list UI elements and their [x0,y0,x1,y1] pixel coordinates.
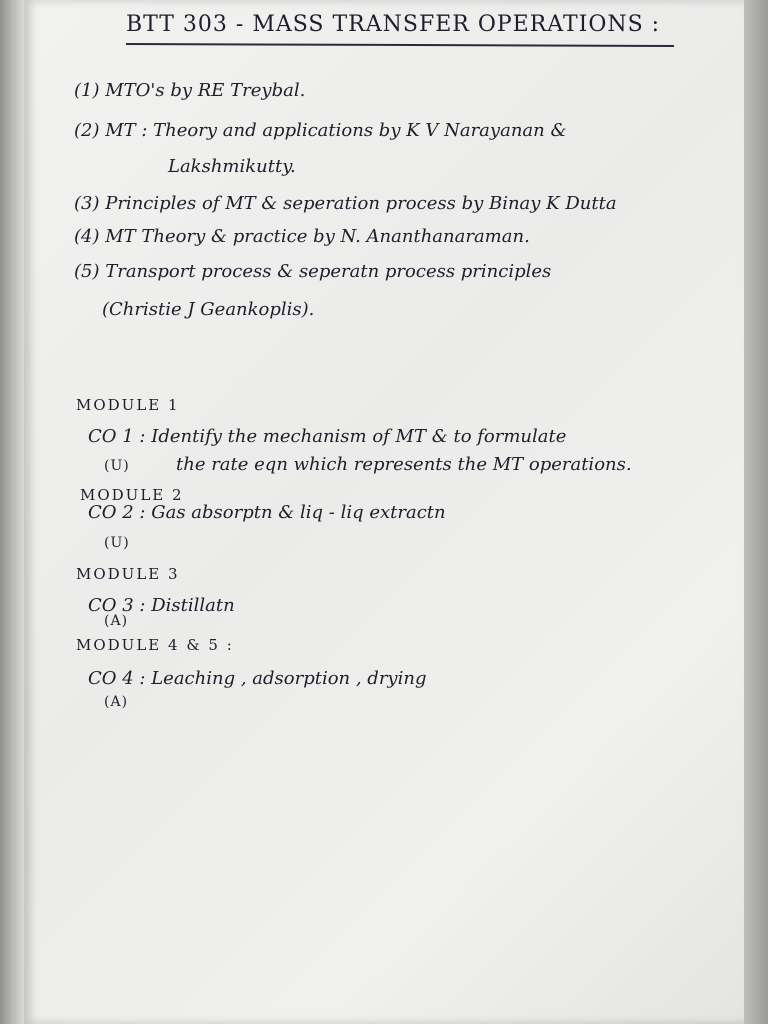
co-3-tag: (A) [104,613,129,629]
reference-3: (3) Principles of MT & seperation process by Binay K Dutta [74,193,617,214]
reference-2-continued: Lakshmikutty. [168,156,296,177]
module-1-heading: MODULE 1 [76,396,180,414]
co-1-tag: (U) [104,458,130,474]
module-3-heading: MODULE 3 [76,565,180,583]
co-1: CO 1 : Identify the mechanism of MT & to formulate [88,426,567,447]
co-3: CO 3 : Distillatn [88,595,235,616]
co-4-tag: (A) [104,694,129,710]
co-1-continued: the rate eqn which represents the MT operations. [176,454,632,475]
page-title: BTT 303 - MASS TRANSFER OPERATIONS : [126,12,661,37]
module-2-heading: MODULE 2 [80,486,184,504]
co-4: CO 4 : Leaching , adsorption , drying [88,668,427,689]
reference-5: (5) Transport process & seperatn process principles [74,261,552,282]
co-2: CO 2 : Gas absorptn & liq - liq extractn [88,502,446,523]
co-2-tag: (U) [104,535,130,551]
reference-5-continued: (Christie J Geankoplis). [102,299,315,320]
reference-4: (4) MT Theory & practice by N. Ananthanaraman. [74,226,530,247]
reference-2: (2) MT : Theory and applications by K V Narayanan & [74,120,567,141]
module-4-5-heading: MODULE 4 & 5 : [76,636,234,654]
page-edge [744,0,768,1024]
reference-1: (1) MTO's by RE Treybal. [74,80,306,101]
